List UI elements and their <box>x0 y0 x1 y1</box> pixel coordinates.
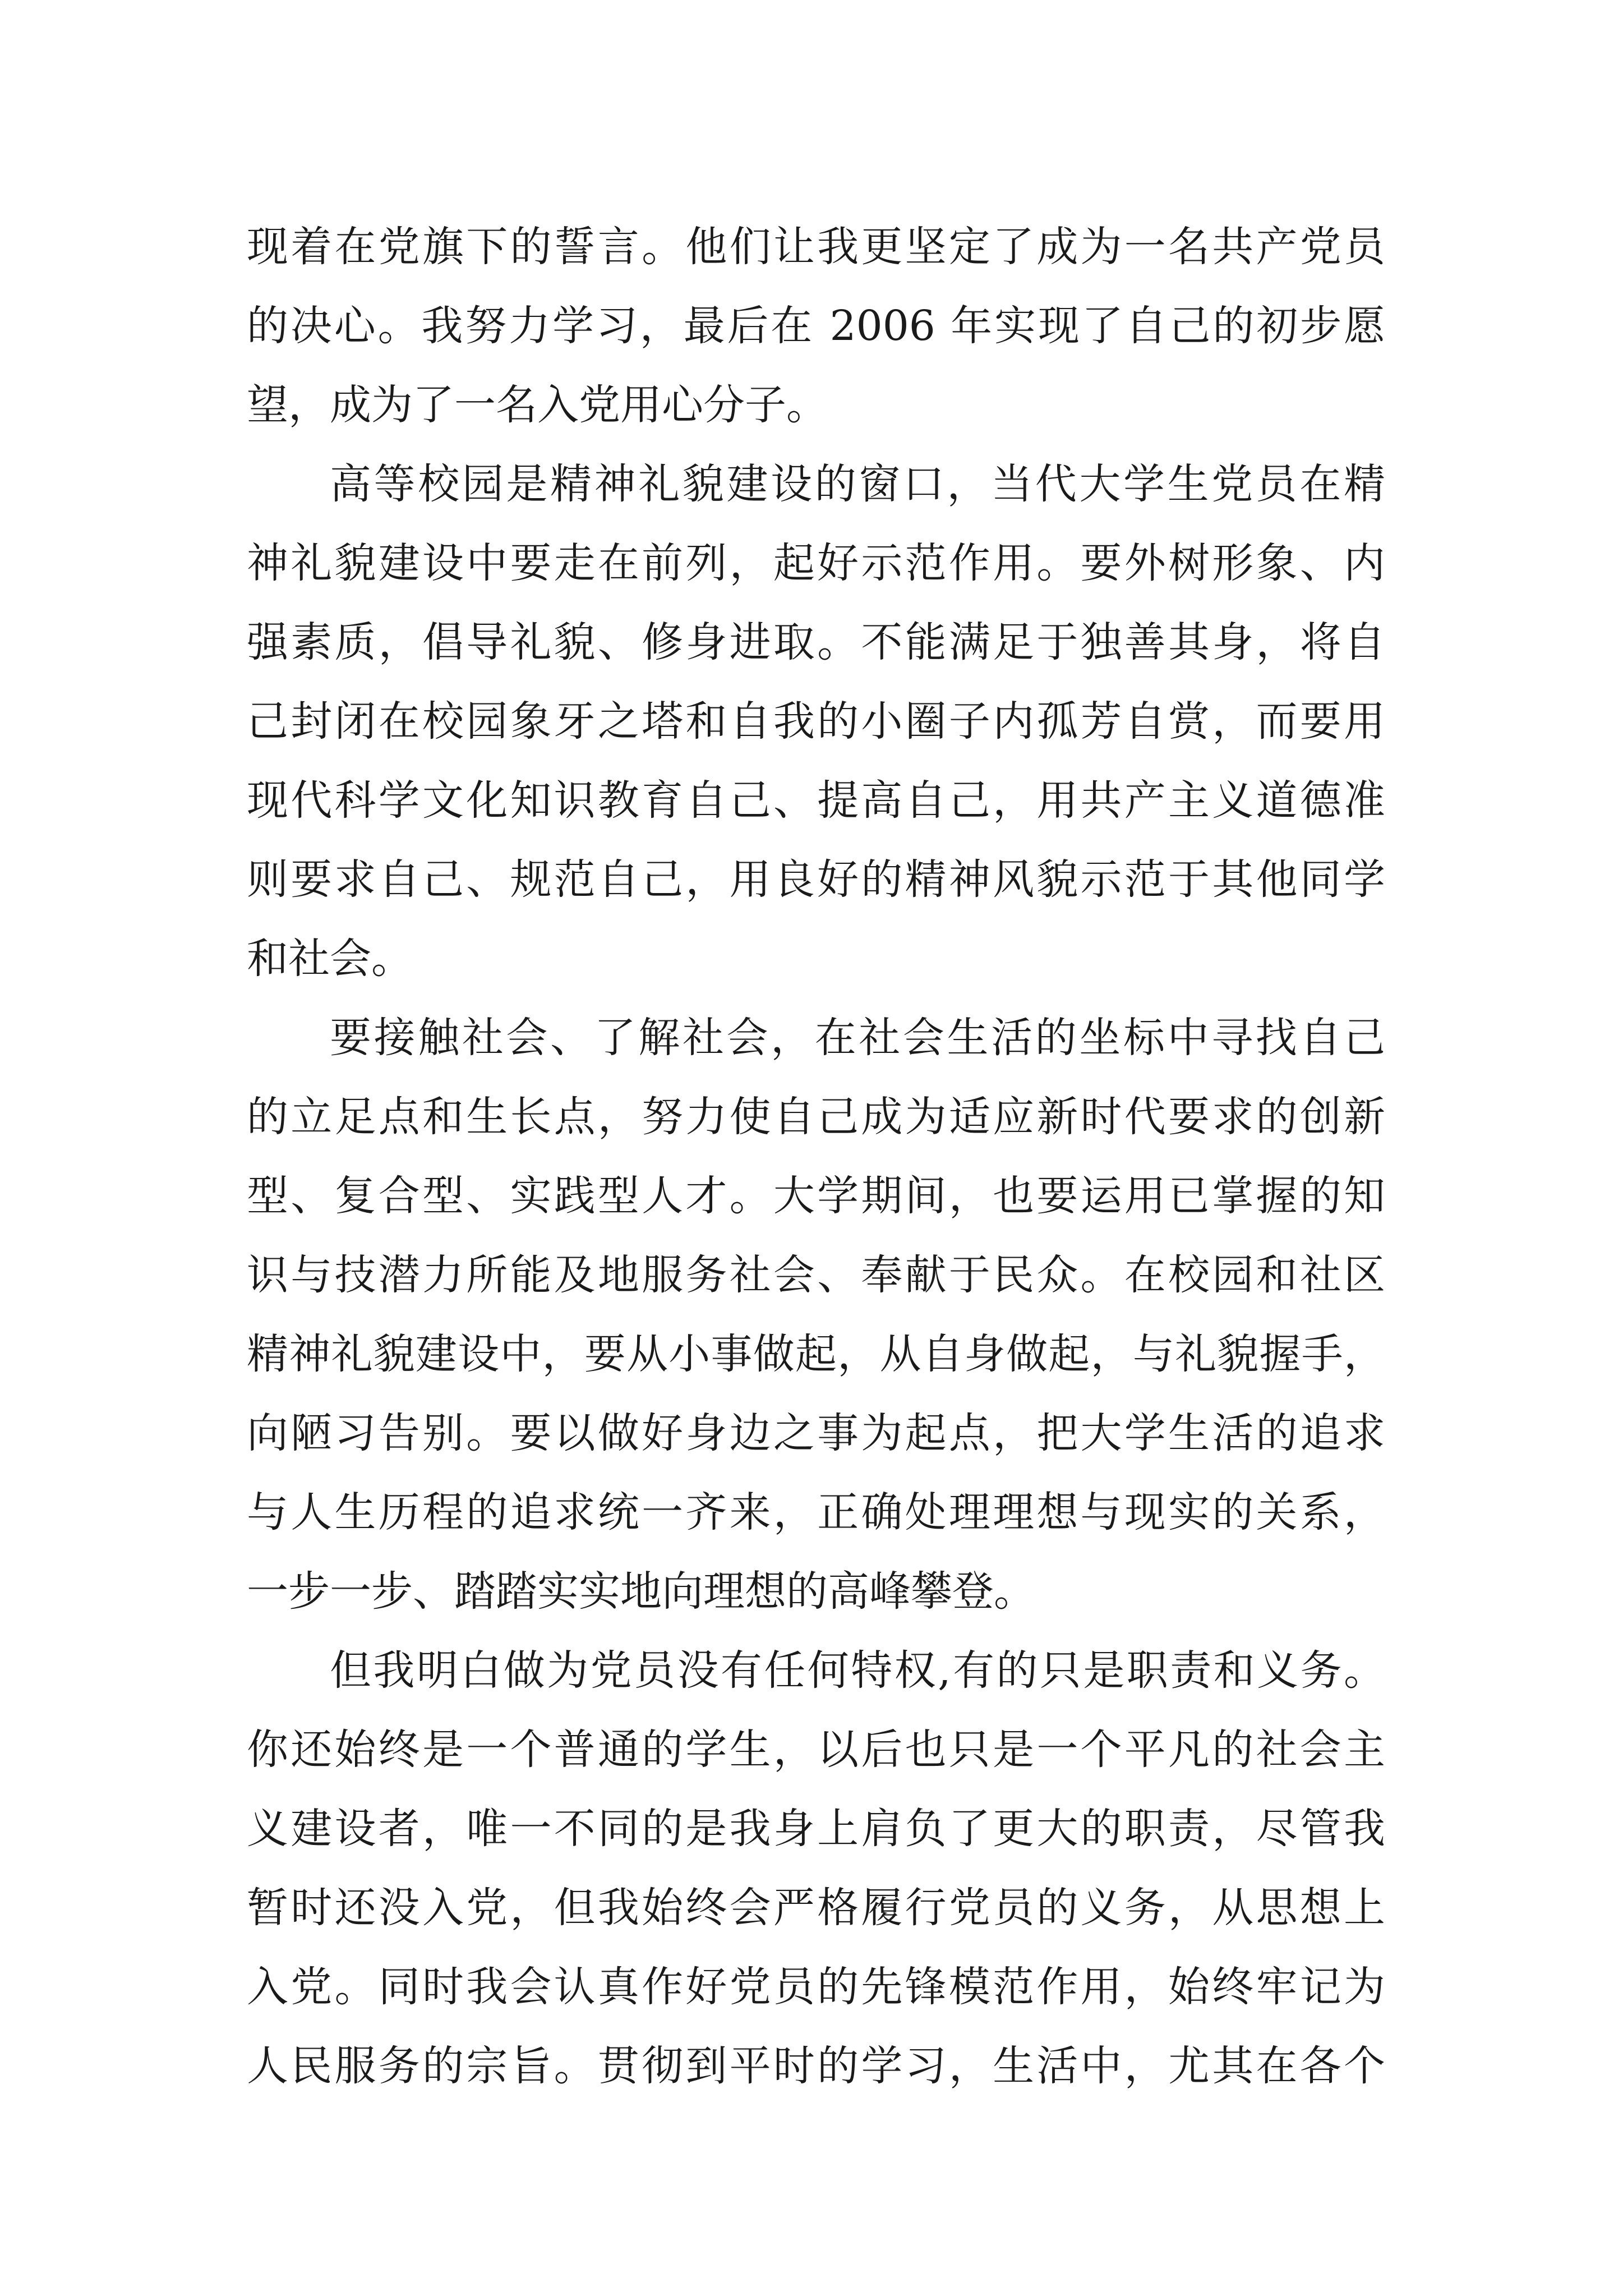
text-line: 与人生历程的追求统一齐来，正确处理理想与现实的关系， <box>247 1488 1385 1536</box>
text-line: 现着在党旗下的誓言。他们让我更坚定了成为一名共产党员 <box>247 223 1385 271</box>
text-line: 的立足点和生长点，努力使自己成为适应新时代要求的创新 <box>247 1093 1385 1141</box>
text-line: 精神礼貌建设中，要从小事做起，从自身做起，与礼貌握手， <box>247 1330 1385 1378</box>
paragraph-4 <box>247 1631 1385 2106</box>
text-line: 入党。同时我会认真作好党员的先锋模范作用，始终牢记为 <box>247 1963 1385 2011</box>
text-line: 高等校园是精神礼貌建设的窗口，当代大学生党员在精 <box>330 460 1385 508</box>
body-text <box>247 208 1385 2106</box>
text-line: 人民服务的宗旨。贯彻到平时的学习，生活中，尤其在各个 <box>247 2042 1385 2090</box>
text-line: 识与技潜力所能及地服务社会、奉献于民众。在校园和社区 <box>247 1251 1385 1299</box>
paragraph-3 <box>247 999 1385 1631</box>
text-line: 向陋习告别。要以做好身边之事为起点，把大学生活的追求 <box>247 1409 1385 1457</box>
text-line: 要接触社会、了解社会，在社会生活的坐标中寻找自己 <box>330 1014 1385 1062</box>
text-line: 望，成为了一名入党用心分子。 <box>247 381 828 429</box>
text-line: 神礼貌建设中要走在前列，起好示范作用。要外树形象、内 <box>247 539 1385 587</box>
paragraph-2 <box>247 445 1385 999</box>
text-line: 型、复合型、实践型人才。大学期间，也要运用已掌握的知 <box>247 1172 1385 1220</box>
text-line: 和社会。 <box>247 935 413 983</box>
text-line: 暂时还没入党，但我始终会严格履行党员的义务，从思想上 <box>247 1884 1385 1932</box>
text-line: 但我明白做为党员没有任何特权,有的只是职责和义务。 <box>330 1646 1385 1695</box>
text-line: 义建设者，唯一不同的是我身上肩负了更大的职责，尽管我 <box>247 1805 1385 1853</box>
text-line: 强素质，倡导礼貌、修身进取。不能满足于独善其身，将自 <box>247 618 1385 666</box>
paragraph-1 <box>247 208 1385 445</box>
text-line: 则要求自己、规范自己，用良好的精神风貌示范于其他同学 <box>247 855 1385 904</box>
text-line: 己封闭在校园象牙之塔和自我的小圈子内孤芳自赏，而要用 <box>247 697 1385 746</box>
text-line: 一步一步、踏踏实实地向理想的高峰攀登。 <box>247 1567 1035 1616</box>
text-line: 你还始终是一个普通的学生，以后也只是一个平凡的社会主 <box>247 1726 1385 1774</box>
text-line: 的决心。我努力学习，最后在 2006 年实现了自己的初步愿 <box>247 302 1385 350</box>
text-line: 现代科学文化知识教育自己、提高自己，用共产主义道德准 <box>247 776 1385 825</box>
